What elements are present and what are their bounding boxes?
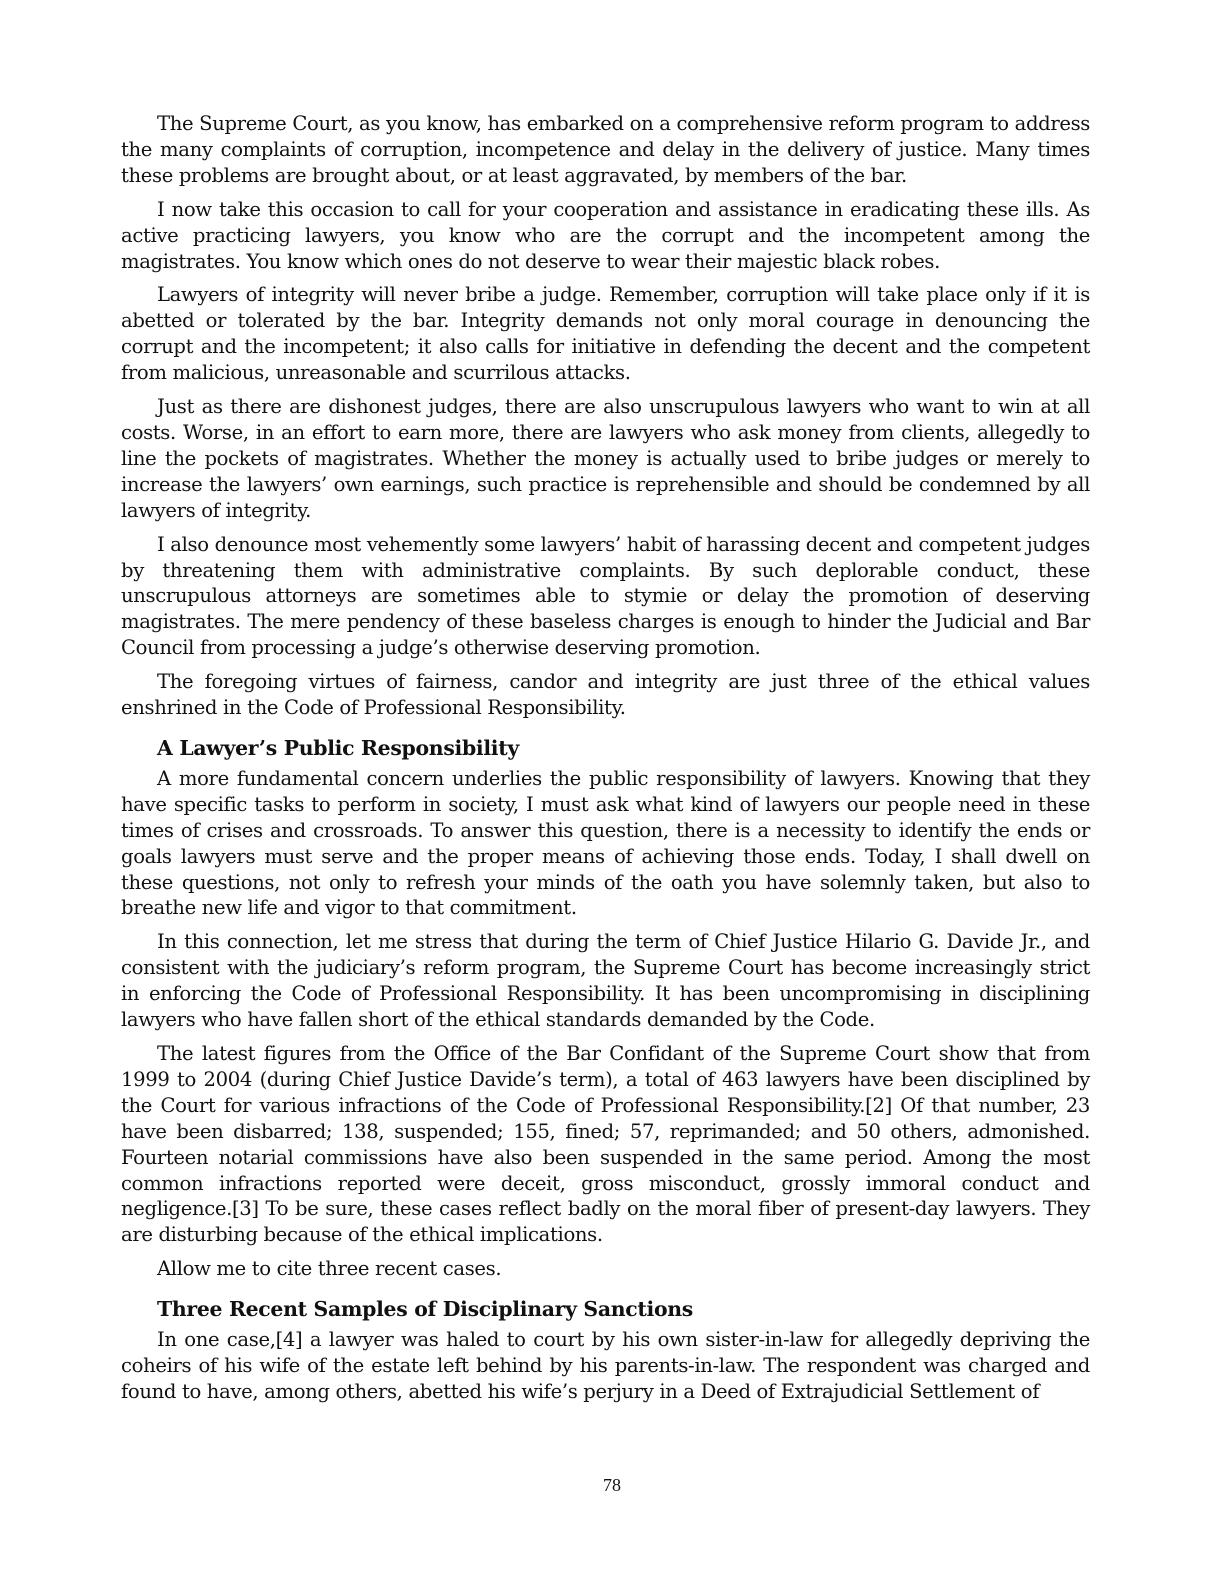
paragraph: I also denounce most vehemently some lawyers’ habit of harassing decent and competent judges by threatening them with administrative complaints. By such deplorable conduct, these unscrupulous attorneys are sometimes able to stymie or delay the promotion of deserving magistrates. The mere pendency of these baseless charges is enough to hinder the Judicial and Bar Council from processing a judge’s otherwise deserving promotion. <box>121 532 1090 660</box>
paragraph: Lawyers of integrity will never bribe a judge. Remember, corruption will take place only if it is abetted or tolerated by the bar. Integrity demands not only moral courage in denouncing the corrupt and the incompetent; it also calls for initiative in defending the decent and the competent from malicious, unreasonable and scurrilous attacks. <box>121 283 1090 385</box>
paragraph: Allow me to cite three recent cases. <box>157 1257 502 1281</box>
paragraph: I now take this occasion to call for your cooperation and assistance in eradicating these ills. As active practicing lawyers, you know who are the corrupt and the incompetent among the magistrates. You know which ones do not deserve to wear their majestic black robes. <box>121 197 1090 273</box>
paragraph: In one case,[4] a lawyer was haled to court by his own sister-in-law for allegedly depriving the coheirs of his wife of the estate left behind by his parents-in-law. The respondent was charged and found to have, among others, abetted his wife’s perjury in a Deed of Extrajudicial Settlement of <box>121 1328 1090 1403</box>
section-heading-disciplinary-sanctions: Three Recent Samples of Disciplinary Sanctions <box>157 1297 693 1322</box>
paragraph: The Supreme Court, as you know, has embarked on a comprehensive reform program to address the many complaints of corruption, incompetence and delay in the delivery of justice. Many times these problems are brought about, or at least aggravated, by members of the bar. <box>121 112 1090 187</box>
paragraph: Just as there are dishonest judges, there are also unscrupulous lawyers who want to win at all costs. Worse, in an effort to earn more, there are lawyers who ask money from clients, allegedly to line the pockets of magistrates. Whether the money is actually used to bribe judges or merely to increase the lawyers’ own earnings, such practice is reprehensible and should be condemned by all lawyers of integrity. <box>121 395 1090 522</box>
paragraph: The latest figures from the Office of the Bar Confidant of the Supreme Court show that from 1999 to 2004 (during Chief Justice Davide’s term), a total of 463 lawyers have been disciplined by the Court for various infractions of the Code of Professional Responsibility.[2] Of that number, 23 have been disbarred; 138, suspended; 155, fined; 57, reprimanded; and 50 others, admonished. Fourteen notarial commissions have also been suspended in the same period. Among the most common infractions reported were deceit, gross misconduct, grossly immoral conduct and negligence.[3] To be sure, these cases reflect badly on the moral fiber of present-day lawyers. They are disturbing because of the ethical implications. <box>121 1042 1090 1247</box>
paragraph: A more fundamental concern underlies the public responsibility of lawyers. Knowing that they have specific tasks to perform in society, I must ask what kind of lawyers our people need in these times of crises and crossroads. To answer this question, there is a necessity to identify the ends or goals lawyers must serve and the proper means of achieving those ends. Today, I shall dwell on these questions, not only to refresh your minds of the oath you have solemnly taken, but also to breathe new life and vigor to that commitment. <box>121 766 1090 920</box>
section-heading-public-responsibility: A Lawyer’s Public Responsibility <box>157 735 519 760</box>
paragraph: In this connection, let me stress that during the term of Chief Justice Hilario G. Davide Jr., and consistent with the judiciary’s reform program, the Supreme Court has become increasingly strict in enforcing the Code of Professional Responsibility. It has been uncompromising in disciplining lawyers who have fallen short of the ethical standards demanded by the Code. <box>121 930 1090 1032</box>
paragraph: The foregoing virtues of fairness, candor and integrity are just three of the ethical values enshrined in the Code of Professional Responsibility. <box>121 670 1090 720</box>
page-body <box>121 111 1090 1413</box>
page-number: 78 <box>603 1475 621 1495</box>
